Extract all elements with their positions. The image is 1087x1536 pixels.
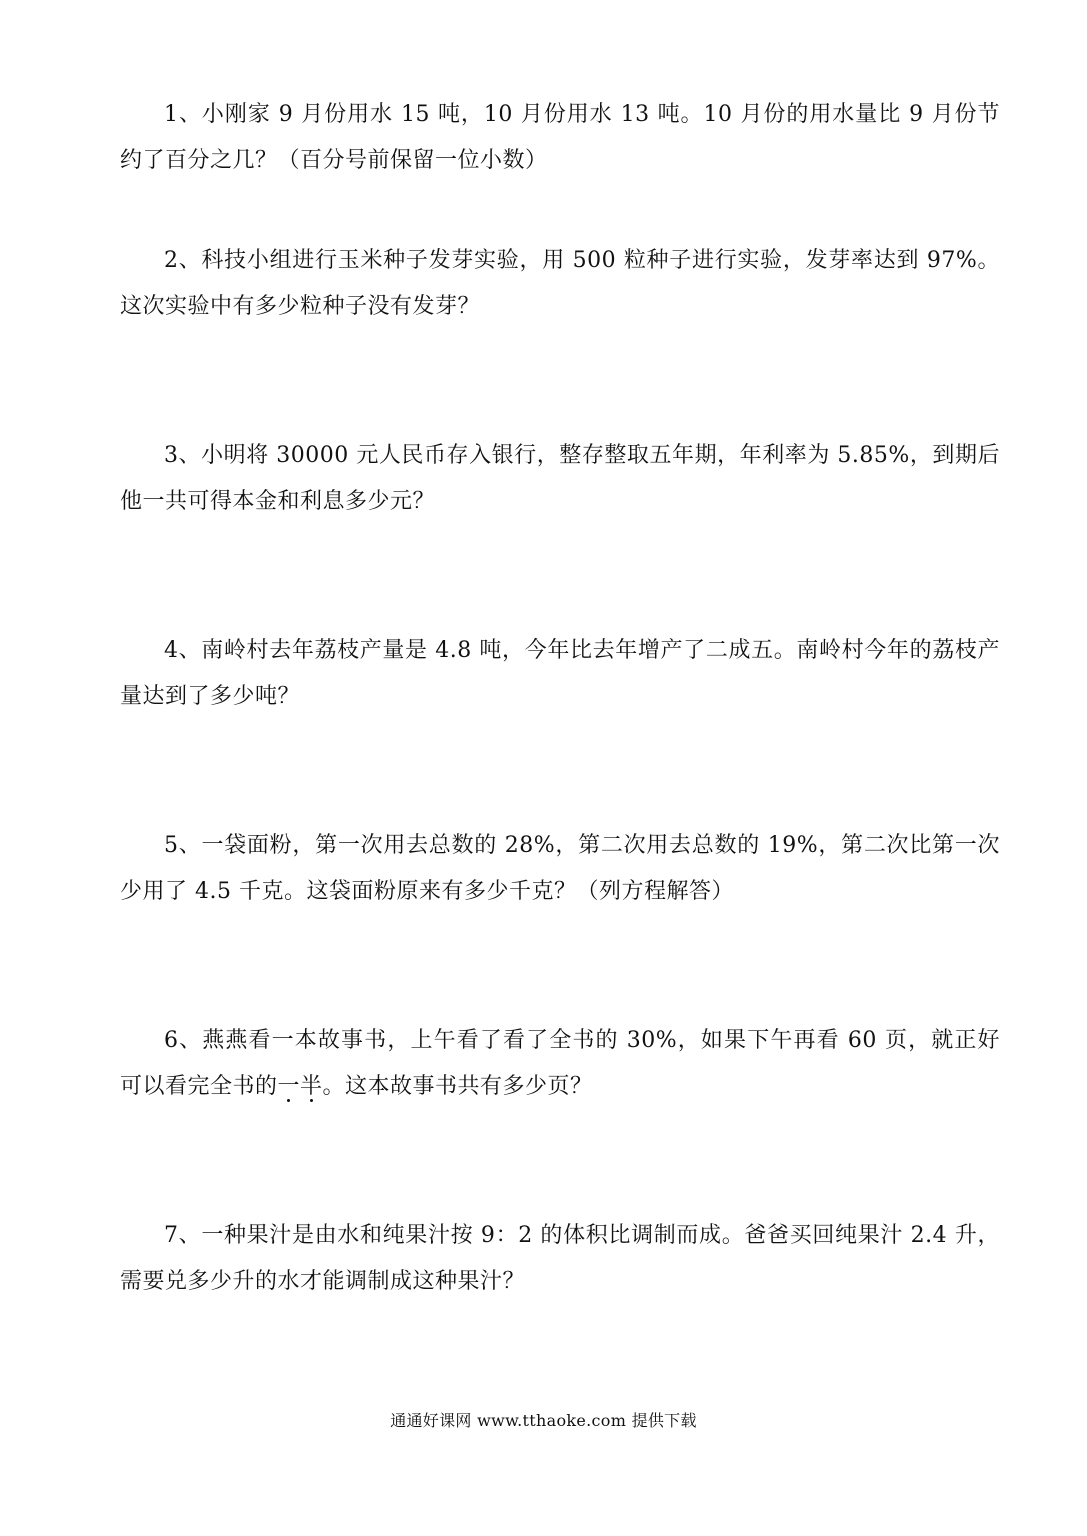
problem-1: 1、小刚家 9 月份用水 15 吨，10 月份用水 13 吨。10 月份的用水量比 9 月份节约了百分之几？（百分号前保留一位小数） [120, 102, 1000, 173]
problem-6 [120, 1018, 1000, 1110]
problem-7: 7、一种果汁是由水和纯果汁按 9：2 的体积比调制而成。爸爸买回纯果汁 2.4 升，需要兑多少升的水才能调制成这种果汁？ [120, 1223, 1000, 1294]
emphasis-dots-mark [278, 1099, 323, 1105]
problem-6-emphasis [278, 1074, 323, 1099]
problem-6-text-after: 。这本故事书共有多少页？ [322, 1074, 593, 1099]
problem-3: 3、小明将 30000 元人民币存入银行，整存整取五年期，年利率为 5.85%，到期后他一共可得本金和利息多少元？ [120, 443, 1000, 514]
problem-6-text-before: 6、燕燕看一本故事书，上午看了看了全书的 30%，如果下午再看 60 页，就正好可以看完全书的 [120, 1028, 1000, 1099]
problem-6-emphasis-text: 一半 [277, 1074, 323, 1099]
problem-4: 4、南岭村去年荔枝产量是 4.8 吨，今年比去年增产了二成五。南岭村今年的荔枝产量达到了多少吨？ [120, 638, 1000, 709]
problem-2: 2、科技小组进行玉米种子发芽实验，用 500 粒种子进行实验，发芽率达到 97%。这次实验中有多少粒种子没有发芽？ [120, 248, 1000, 319]
footer-source: 通通好课网 www.tthaoke.com 提供下载 [390, 1411, 697, 1430]
problem-5: 5、一袋面粉，第一次用去总数的 28%，第二次用去总数的 19%，第二次比第一次少用了 4.5 千克。这袋面粉原来有多少千克？（列方程解答） [120, 833, 1000, 904]
